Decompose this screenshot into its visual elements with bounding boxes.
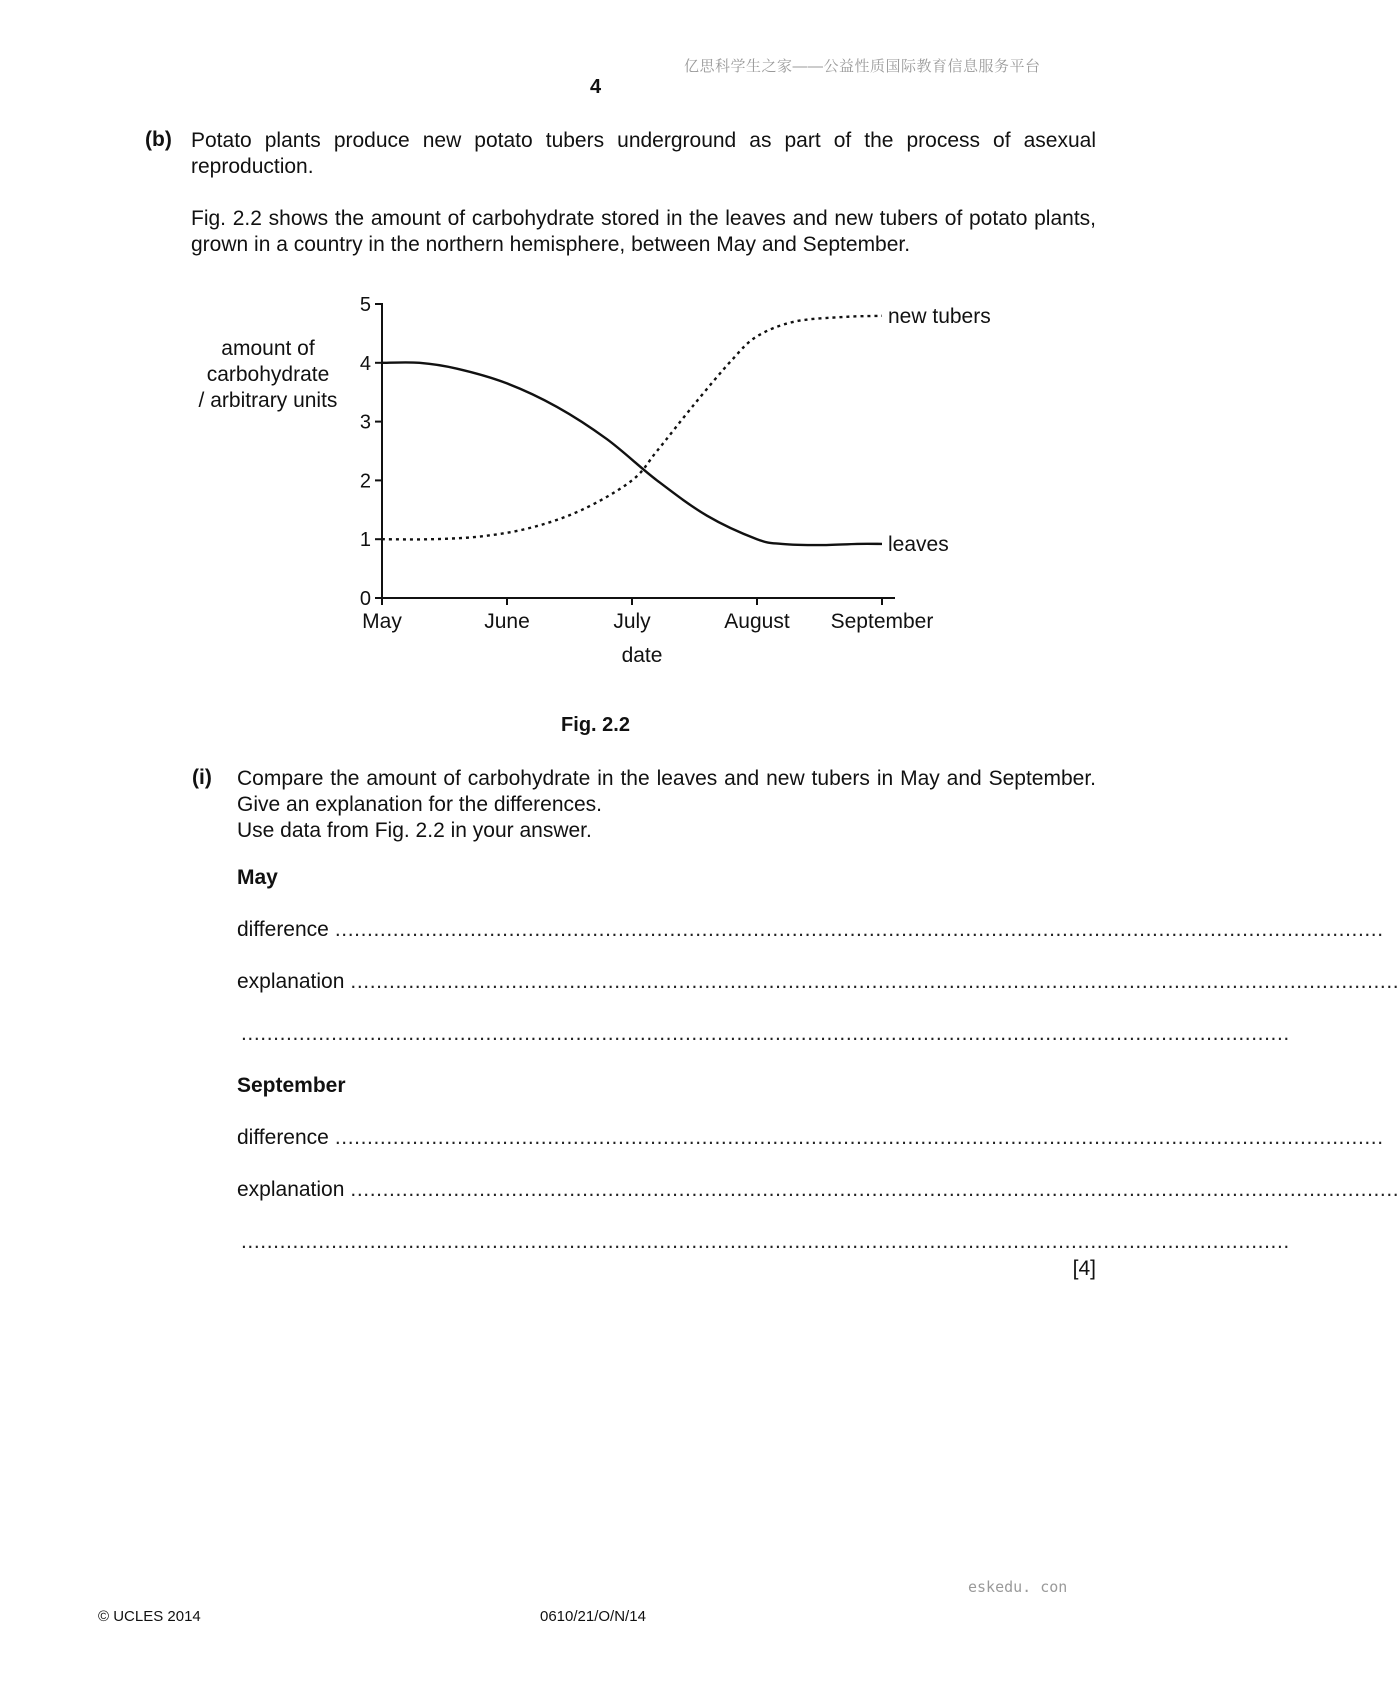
question-i-label: (i) xyxy=(192,766,212,789)
y-tick-label: 4 xyxy=(359,352,371,375)
september-explanation-continuation-line[interactable] xyxy=(241,1230,1290,1254)
may-difference-label: difference xyxy=(237,918,329,941)
header-watermark: 亿思科学生之家——公益性质国际教育信息服务平台 xyxy=(684,58,1041,75)
may-heading: May xyxy=(237,866,278,889)
figure-caption: Fig. 2.2 xyxy=(561,714,630,736)
x-tick-label: September xyxy=(830,610,934,633)
question-b-paragraph-1: Potato plants produce new potato tubers underground as part of the process of asexual reproduction. xyxy=(191,129,1096,178)
answer-dots: ................................................................................................................................................................... xyxy=(241,1022,1290,1045)
chart-ticks xyxy=(360,294,933,633)
footer-paper-code: 0610/21/O/N/14 xyxy=(540,1608,646,1625)
x-tick-label: August xyxy=(724,610,790,633)
x-tick-label: May xyxy=(362,610,402,633)
question-i-line-1: Compare the amount of carbohydrate in the leaves and new tubers in May and September. Give an explanation for the differences. xyxy=(237,767,1096,816)
x-tick-label: June xyxy=(484,610,530,633)
y-label-line-3: / arbitrary units xyxy=(198,389,338,412)
page-number: 4 xyxy=(590,76,602,98)
chart-labels xyxy=(622,305,991,667)
carbohydrate-line-chart xyxy=(0,0,1191,700)
y-tick-label: 0 xyxy=(359,588,371,610)
x-tick-label: July xyxy=(613,610,651,633)
answer-dots: ................................................................................................................................................................... xyxy=(350,1178,1399,1201)
question-i-line-2: Use data from Fig. 2.2 in your answer. xyxy=(237,819,592,842)
series-label-leaves: leaves xyxy=(888,532,949,556)
may-explanation-answer-line[interactable] xyxy=(237,970,1399,994)
series-line-leaves xyxy=(382,362,882,545)
footer-watermark: eskedu. con xyxy=(968,1578,1068,1596)
september-difference-answer-line[interactable] xyxy=(237,1126,1384,1150)
question-b-paragraph-2: Fig. 2.2 shows the amount of carbohydrate stored in the leaves and new tubers of potato plants, grown in a country in the northern hemisphere, between May and September. xyxy=(191,207,1096,256)
answer-dots: ................................................................................................................................................................... xyxy=(334,1126,1384,1149)
chart-axes xyxy=(381,303,895,599)
footer-copyright: © UCLES 2014 xyxy=(98,1608,201,1625)
answer-dots: ................................................................................................................................................................... xyxy=(334,918,1384,941)
y-tick-label: 5 xyxy=(359,294,371,316)
y-tick-label: 2 xyxy=(359,470,371,493)
september-explanation-label: explanation xyxy=(237,1178,345,1201)
may-difference-answer-line[interactable] xyxy=(237,918,1384,942)
x-axis-label: date xyxy=(621,644,663,667)
y-label-line-1: amount of xyxy=(221,337,315,360)
question-b-label: (b) xyxy=(145,128,172,151)
september-explanation-answer-line[interactable] xyxy=(237,1178,1399,1202)
series-line-new-tubers xyxy=(382,316,882,540)
may-explanation-continuation-line[interactable] xyxy=(241,1022,1290,1046)
y-tick-label: 3 xyxy=(359,411,371,434)
answer-dots: ................................................................................................................................................................... xyxy=(241,1230,1290,1253)
y-tick-label: 1 xyxy=(359,529,371,552)
chart-series xyxy=(382,316,882,545)
series-label-new-tubers: new tubers xyxy=(888,304,991,328)
answer-dots: ................................................................................................................................................................... xyxy=(350,970,1399,993)
marks-allocation: [4] xyxy=(1072,1257,1096,1280)
question-i-text xyxy=(237,766,1096,844)
september-difference-label: difference xyxy=(237,1126,329,1149)
september-heading: September xyxy=(237,1074,346,1097)
may-explanation-label: explanation xyxy=(237,970,345,993)
y-label-line-2: carbohydrate xyxy=(206,363,330,386)
